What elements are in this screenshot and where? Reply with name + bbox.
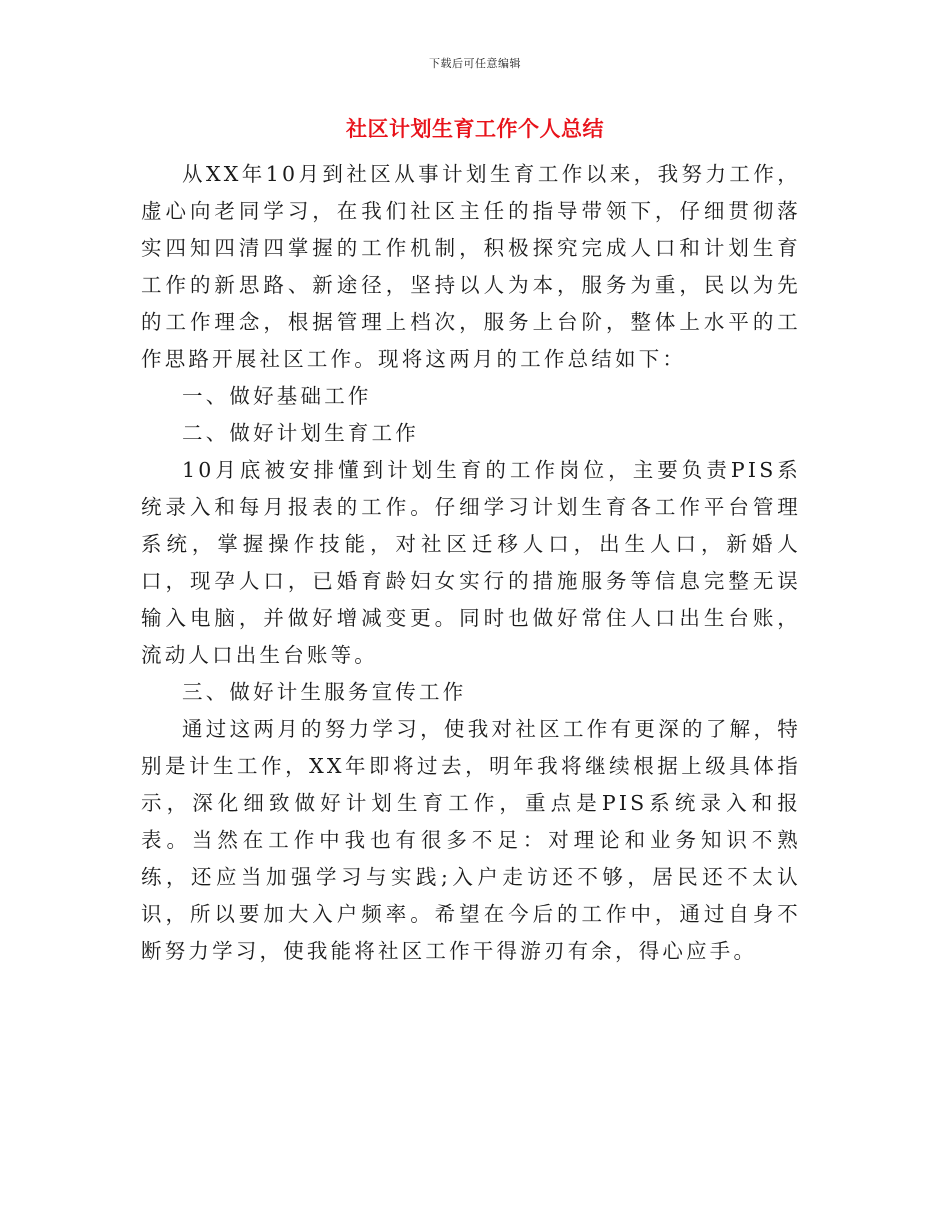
document-title: 社区计划生育工作个人总结 xyxy=(346,116,604,141)
paragraph-family-planning: 10月底被安排懂到计划生育的工作岗位，主要负责PIS系统录入和每月报表的工作。仔细学习计划生育各工作平台管理系统，掌握操作技能，对社区迁移人口，出生人口，新婚人口，现孕人口，已婚育龄妇女实行的措施服务等信息完整无误输入电脑，并做好增减变更。同时也做好常住人口出生台账，流动人口出生台账等。 xyxy=(141,458,801,667)
section-heading-1: 一、做好基础工作 xyxy=(182,384,372,408)
section-heading-3: 三、做好计生服务宣传工作 xyxy=(182,680,467,704)
document-body xyxy=(141,156,801,970)
paragraph-intro: 从XX年10月到社区从事计划生育工作以来，我努力工作，虚心向老同学习，在我们社区主任的指导带领下，仔细贯彻落实四知四清四掌握的工作机制，积极探究完成人口和计划生育工作的新思路、新途径，坚持以人为本，服务为重，民以为先的工作理念，根据管理上档次，服务上台阶，整体上水平的工作思路开展社区工作。现将这两月的工作总结如下： xyxy=(141,162,801,371)
header-note: 下载后可任意编辑 xyxy=(429,57,521,70)
section-heading-2: 二、做好计划生育工作 xyxy=(182,421,419,445)
paragraph-conclusion: 通过这两月的努力学习，使我对社区工作有更深的了解，特别是计生工作，XX年即将过去，明年我将继续根据上级具体指示，深化细致做好计划生育工作，重点是PIS系统录入和报表。当然在工作中我也有很多不足：对理论和业务知识不熟练，还应当加强学习与实践;入户走访还不够，居民还不太认识，所以要加大入户频率。希望在今后的工作中，通过自身不断努力学习，使我能将社区工作干得游刃有余，得心应手。 xyxy=(141,717,801,963)
